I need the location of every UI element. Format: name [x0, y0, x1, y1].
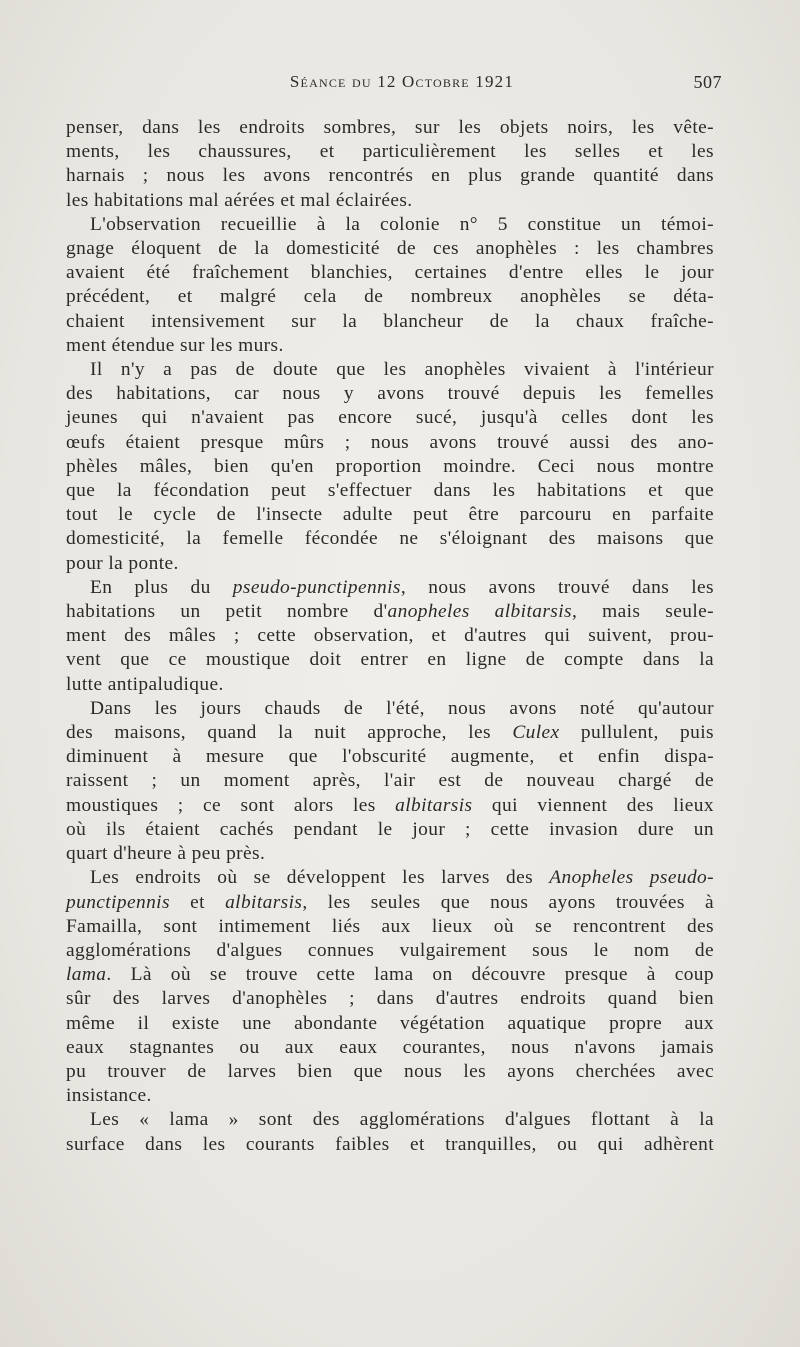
- text-run: avaient été fraîchement blanchies, certaines d'entre elles le jour: [66, 262, 714, 284]
- text-line: [66, 624, 714, 648]
- running-title: Séance du 12 Octobre 1921: [289, 72, 515, 91]
- italic-term: pseudo-punctipennis: [232, 576, 401, 598]
- text-line: [66, 455, 714, 479]
- text-line: [66, 939, 714, 963]
- text-run: En plus du: [90, 576, 233, 598]
- text-line: [66, 1084, 714, 1108]
- text-run: où ils étaient cachés pendant le jour ; cette invasion dure un: [66, 818, 714, 840]
- text-line: [66, 552, 714, 576]
- text-line: [66, 431, 714, 455]
- text-run: les habitations mal aérées et mal éclairées.: [66, 189, 413, 211]
- text-line: [66, 576, 714, 600]
- text-run: gnage éloquent de la domesticité de ces anophèles : les chambres: [66, 238, 714, 260]
- text-run: domesticité, la femelle fécondée ne s'éloignant des maisons que: [66, 528, 714, 550]
- text-line: [66, 721, 714, 745]
- text-run: tout le cycle de l'insecte adulte peut être parcouru en parfaite: [66, 504, 714, 526]
- text-line: [66, 1012, 714, 1036]
- text-line: [66, 987, 714, 1011]
- text-line: [66, 116, 714, 140]
- text-run: habitations un petit nombre d': [66, 601, 388, 623]
- text-run: même il existe une abondante végétation aquatique propre aux: [66, 1012, 714, 1034]
- text-run: ment des mâles ; cette observation, et d'autres qui suivent, prou-: [66, 625, 714, 647]
- text-line: [66, 189, 714, 213]
- text-line: [66, 503, 714, 527]
- italic-term: Culex: [512, 722, 560, 744]
- text-run: Famailla, sont intimement liés aux lieux où se rencontrent des: [66, 915, 714, 937]
- text-line: [66, 382, 714, 406]
- text-run: diminuent à mesure que l'obscurité augmente, et enfin dispa-: [66, 746, 714, 768]
- body-text: [66, 116, 714, 1157]
- text-line: [66, 358, 714, 382]
- text-line: [66, 237, 714, 261]
- text-line: [66, 745, 714, 769]
- text-run: ments, les chaussures, et particulièrement les selles et les: [66, 141, 714, 163]
- text-line: [66, 891, 714, 915]
- text-run: des habitations, car nous y avons trouvé depuis les femelles: [66, 383, 714, 405]
- text-line: [66, 527, 714, 551]
- text-run: sûr des larves d'anophèles ; dans d'autres endroits quand bien: [66, 988, 714, 1010]
- text-run: chaient intensivement sur la blancheur de la chaux fraîche-: [66, 310, 714, 332]
- page-header: [82, 72, 722, 98]
- text-run: œufs étaient presque mûrs ; nous avons trouvé aussi des ano-: [66, 431, 714, 453]
- text-run: moustiques ; ce sont alors les: [66, 794, 396, 816]
- paragraph: [66, 1108, 714, 1156]
- text-line: [66, 164, 714, 188]
- italic-term: albitarsis: [395, 794, 473, 816]
- text-line: [66, 600, 714, 624]
- text-run: Les « lama » sont des agglomérations d'algues flottant à la: [90, 1109, 714, 1131]
- text-line: [66, 818, 714, 842]
- text-run: surface dans les courants faibles et tranquilles, ou qui adhèrent: [66, 1133, 714, 1155]
- paragraph: [66, 697, 714, 866]
- text-run: pour la ponte.: [66, 552, 179, 574]
- text-line: [66, 673, 714, 697]
- text-line: [66, 310, 714, 334]
- text-run: L'observation recueillie à la colonie n° 5 constitue un témoi-: [90, 213, 714, 235]
- text-line: [66, 1133, 714, 1157]
- text-run: pu trouver de larves bien que nous les ayons cherchées avec: [66, 1060, 714, 1082]
- text-run: Dans les jours chauds de l'été, nous avons noté qu'autour: [90, 697, 714, 719]
- text-run: ment étendue sur les murs.: [66, 334, 284, 356]
- text-line: [66, 769, 714, 793]
- text-run: qui viennent des lieux: [472, 794, 714, 816]
- text-line: [66, 140, 714, 164]
- text-line: [66, 866, 714, 890]
- paragraph: [66, 213, 714, 358]
- text-run: , mais seule-: [571, 601, 714, 623]
- text-run: des maisons, quand la nuit approche, les: [66, 722, 513, 744]
- text-run: Les endroits où se développent les larves des: [90, 867, 550, 889]
- text-run: . Là où se trouve cette lama on découvre presque à coup: [106, 964, 714, 986]
- text-line: [66, 261, 714, 285]
- text-line: [66, 285, 714, 309]
- italic-term: Anopheles pseudo-: [549, 867, 714, 889]
- text-line: [66, 842, 714, 866]
- text-line: [66, 963, 714, 987]
- text-run: que la fécondation peut s'effectuer dans les habitations et que: [66, 480, 714, 502]
- text-line: [66, 794, 714, 818]
- text-run: eaux stagnantes ou aux eaux courantes, nous n'avons jamais: [66, 1036, 714, 1058]
- text-line: [66, 406, 714, 430]
- italic-term: anopheles albitarsis: [387, 601, 572, 623]
- text-run: harnais ; nous les avons rencontrés en plus grande quantité dans: [66, 165, 714, 187]
- paragraph: [66, 866, 714, 1108]
- text-run: précédent, et malgré cela de nombreux anophèles se déta-: [66, 286, 714, 308]
- text-run: insistance.: [66, 1085, 152, 1107]
- text-run: vent que ce moustique doit entrer en ligne de compte dans la: [66, 649, 714, 671]
- italic-term: albitarsis: [225, 891, 303, 913]
- text-line: [66, 479, 714, 503]
- text-line: [66, 1036, 714, 1060]
- text-line: [66, 697, 714, 721]
- paragraph: [66, 358, 714, 576]
- text-line: [66, 1108, 714, 1132]
- text-run: raissent ; un moment après, l'air est de nouveau chargé de: [66, 770, 714, 792]
- italic-term: punctipennis: [66, 891, 170, 913]
- text-run: penser, dans les endroits sombres, sur les objets noirs, les vête-: [66, 117, 714, 138]
- text-run: , les seules que nous ayons trouvées à: [302, 891, 714, 913]
- text-run: Il n'y a pas de doute que les anophèles vivaient à l'intérieur: [90, 359, 714, 381]
- text-run: pullulent, puis: [559, 722, 714, 744]
- paragraph: [66, 576, 714, 697]
- text-run: lutte antipaludique.: [66, 673, 224, 695]
- text-line: [66, 334, 714, 358]
- italic-term: lama: [66, 964, 107, 986]
- text-run: quart d'heure à peu près.: [66, 843, 266, 865]
- text-run: phèles mâles, bien qu'en proportion moindre. Ceci nous montre: [66, 455, 714, 477]
- paragraph: [66, 116, 714, 213]
- text-line: [66, 1060, 714, 1084]
- text-line: [66, 648, 714, 672]
- text-line: [66, 915, 714, 939]
- text-run: jeunes qui n'avaient pas encore sucé, jusqu'à celles dont les: [66, 407, 714, 429]
- text-line: [66, 213, 714, 237]
- text-run: agglomérations d'algues connues vulgairement sous le nom de: [66, 939, 714, 961]
- text-run: et: [169, 891, 226, 913]
- page-number: 507: [693, 72, 722, 92]
- text-run: , nous avons trouvé dans les: [400, 576, 714, 598]
